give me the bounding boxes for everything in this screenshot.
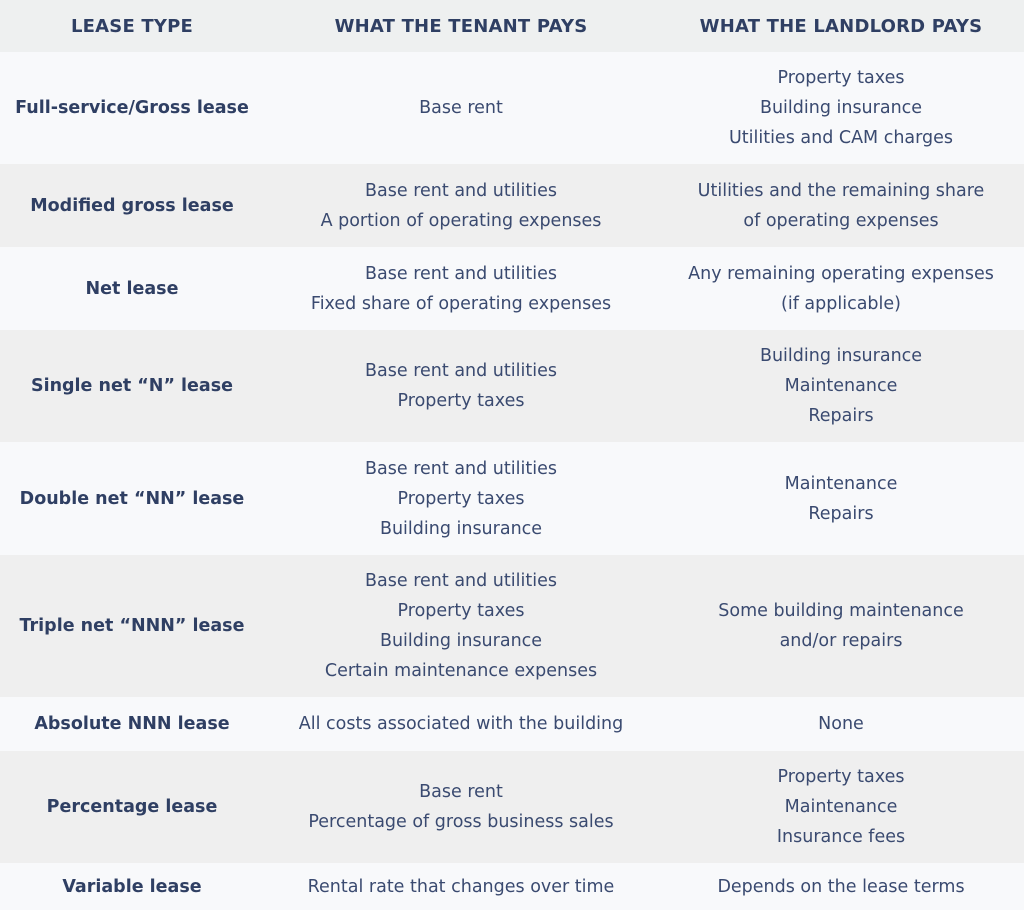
header-lease-type: LEASE TYPE [0,0,264,52]
lease-type-label: Absolute NNN lease [34,714,230,734]
table-row-lease-type [0,330,264,442]
landlord-pays-item: Maintenance [784,376,898,396]
table-row-lease-type [0,751,264,863]
table-row-landlord-pays [658,442,1024,555]
lease-type-label: Modified gross lease [30,195,234,216]
landlord-pays-item: Building insurance [759,98,923,118]
tenant-pays-item: Property taxes [397,601,525,621]
table-row-lease-type [0,247,264,330]
tenant-pays-item: All costs associated with the building [298,714,624,734]
tenant-pays-item: Certain maintenance expenses [324,661,598,681]
landlord-pays-item: Property taxes [777,68,905,88]
table-row-tenant-pays [264,751,658,863]
table-row-landlord-pays [658,555,1024,697]
landlord-pays-item: Some building maintenance [718,601,964,621]
table-row-tenant-pays [264,442,658,555]
header-tenant-pays: WHAT THE TENANT PAYS [264,0,658,52]
tenant-pays-item: Property taxes [397,488,525,509]
tenant-pays-item: Rental rate that changes over time [307,876,615,897]
lease-type-label: Percentage lease [46,797,218,817]
table-row-lease-type [0,863,264,910]
landlord-pays-item: Utilities and the remaining share [697,180,985,201]
tenant-pays-item: Base rent and utilities [365,571,557,591]
tenant-pays-item: Building insurance [379,631,543,651]
table-row-tenant-pays [264,555,658,697]
landlord-pays-item: Property taxes [777,767,905,787]
table-row-landlord-pays [658,697,1024,751]
tenant-pays-item: Fixed share of operating expenses [310,293,612,314]
lease-type-label: Double net “NN” lease [19,488,245,509]
table-row-lease-type [0,697,264,751]
landlord-pays-item: Maintenance [784,473,898,494]
table-row-tenant-pays [264,863,658,910]
landlord-pays-item: and/or repairs [779,631,903,651]
table-row-landlord-pays [658,751,1024,863]
landlord-pays-item: of operating expenses [743,210,939,231]
table-body [0,52,1024,910]
table-row-lease-type [0,442,264,555]
table-row-tenant-pays [264,330,658,442]
lease-type-label: Triple net “NNN” lease [19,616,245,636]
tenant-pays-item: Property taxes [397,391,525,411]
table-row-tenant-pays [264,247,658,330]
tenant-pays-item: A portion of operating expenses [320,210,602,231]
table-row-tenant-pays [264,697,658,751]
landlord-pays-item: Any remaining operating expenses [688,263,994,284]
lease-type-label: Net lease [85,278,179,299]
landlord-pays-item: Repairs [808,406,874,426]
landlord-pays-item: Depends on the lease terms [717,876,965,897]
header-landlord-pays: WHAT THE LANDLORD PAYS [658,0,1024,52]
landlord-pays-item: Building insurance [759,346,923,366]
tenant-pays-item: Base rent [419,98,503,118]
lease-comparison-table [0,0,1024,52]
tenant-pays-item: Percentage of gross business sales [308,812,614,832]
landlord-pays-item: Insurance fees [776,827,906,847]
landlord-pays-item: Utilities and CAM charges [728,128,954,148]
tenant-pays-item: Base rent and utilities [365,458,557,479]
tenant-pays-item: Base rent and utilities [365,361,557,381]
landlord-pays-item: Repairs [808,503,874,524]
tenant-pays-item: Building insurance [379,518,543,539]
landlord-pays-item: Maintenance [784,797,898,817]
table-row-tenant-pays [264,52,658,164]
table-row-lease-type [0,555,264,697]
lease-type-label: Full-service/Gross lease [15,98,249,118]
landlord-pays-item: None [818,714,864,734]
table-row-landlord-pays [658,52,1024,164]
table-row-landlord-pays [658,863,1024,910]
landlord-pays-item: (if applicable) [781,293,901,314]
tenant-pays-item: Base rent and utilities [365,263,557,284]
table-row-tenant-pays [264,164,658,247]
tenant-pays-item: Base rent and utilities [365,180,557,201]
table-row-landlord-pays [658,330,1024,442]
tenant-pays-item: Base rent [419,782,503,802]
table-row-landlord-pays [658,247,1024,330]
lease-type-label: Single net “N” lease [30,376,234,396]
table-row-landlord-pays [658,164,1024,247]
table-row-lease-type [0,52,264,164]
table-row-lease-type [0,164,264,247]
lease-type-label: Variable lease [62,876,202,897]
